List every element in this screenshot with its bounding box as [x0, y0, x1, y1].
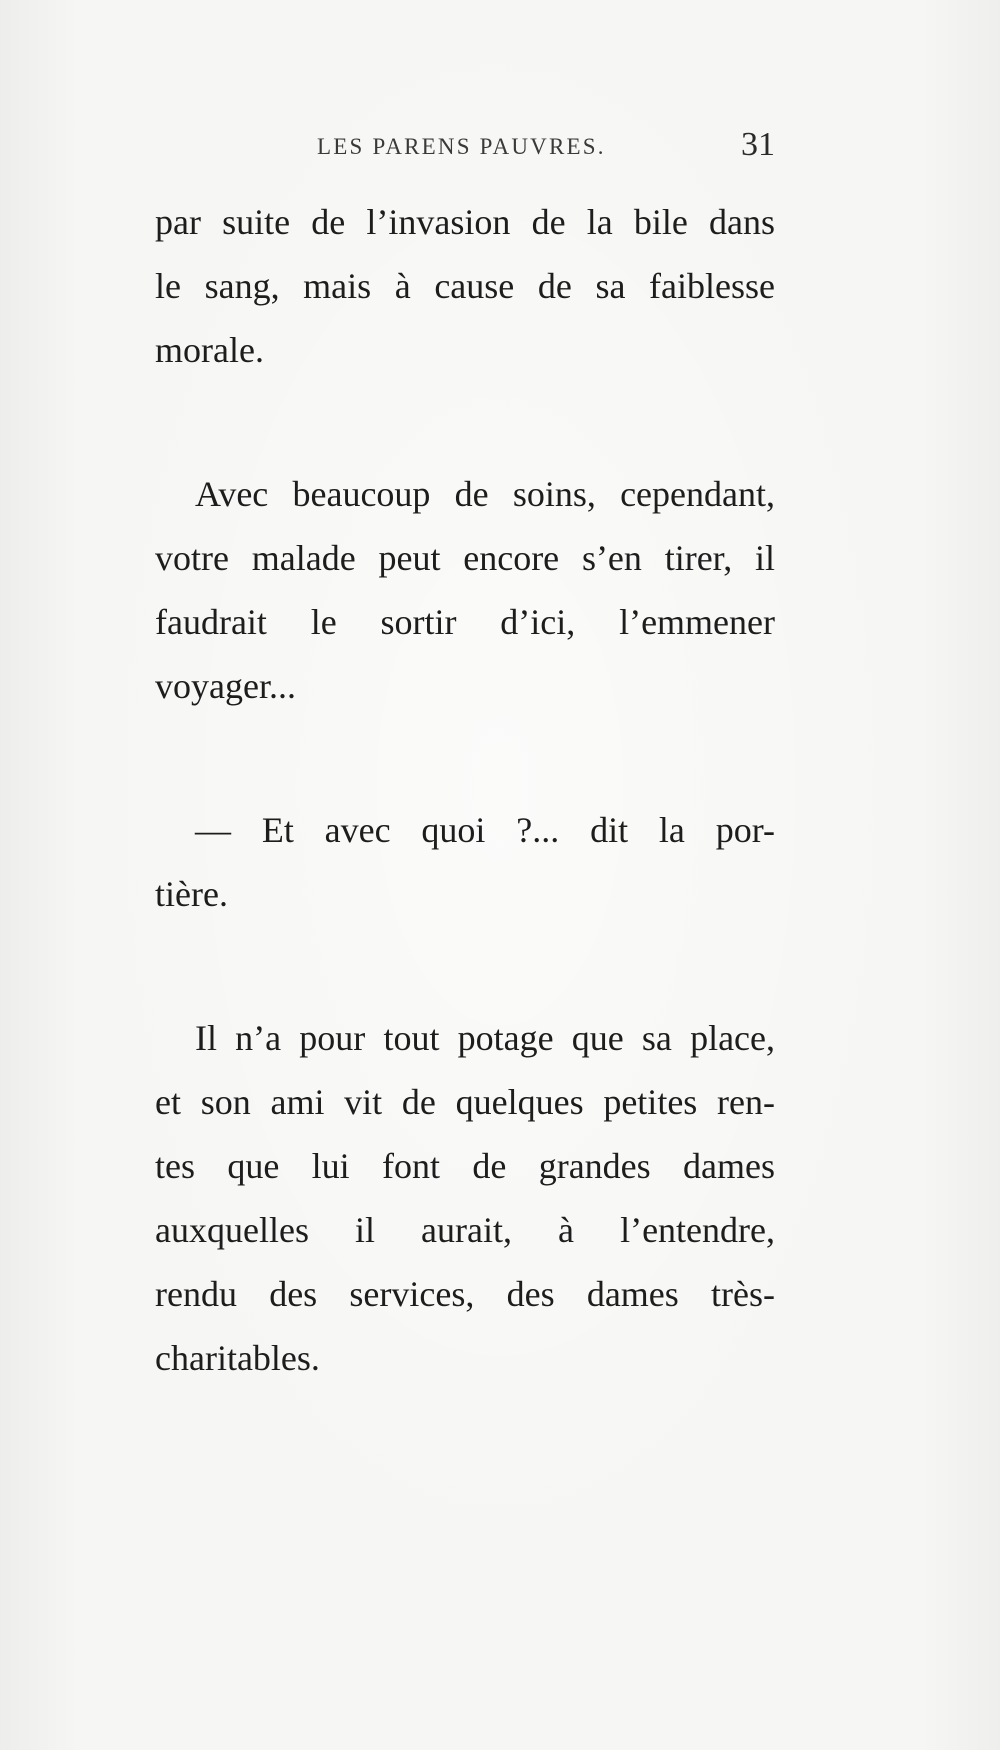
page-number: 31	[741, 126, 775, 163]
text-line: Avec beaucoup de soins, cependant,	[195, 474, 775, 514]
paragraph	[155, 1006, 775, 1390]
running-title: LES PARENS PAUVRES.	[317, 134, 606, 159]
paragraph-spacer	[155, 926, 775, 1006]
text-line: tes que lui font de grandes dames	[155, 1146, 775, 1186]
paragraph	[155, 190, 775, 382]
text-line: morale.	[155, 330, 264, 370]
text-line: voyager...	[155, 666, 296, 706]
text-line: — Et avec quoi ?... dit la por-	[195, 810, 775, 850]
body-text	[155, 190, 775, 1390]
paragraph-spacer	[155, 718, 775, 798]
text-line: le sang, mais à cause de sa faiblesse	[155, 266, 775, 306]
running-head	[155, 126, 775, 172]
text-line: faudrait le sortir d’ici, l’emmener	[155, 602, 775, 642]
text-line: par suite de l’invasion de la bile dans	[155, 202, 775, 242]
paragraph	[155, 462, 775, 718]
text-line: charitables.	[155, 1338, 320, 1378]
text-line: tière.	[155, 874, 228, 914]
paragraph-spacer	[155, 382, 775, 462]
paragraph	[155, 798, 775, 926]
text-line: et son ami vit de quelques petites ren-	[155, 1082, 775, 1122]
text-line: auxquelles il aurait, à l’entendre,	[155, 1210, 775, 1250]
text-line: Il n’a pour tout potage que sa place,	[195, 1018, 775, 1058]
text-line: rendu des services, des dames très-	[155, 1274, 775, 1314]
text-line: votre malade peut encore s’en tirer, il	[155, 538, 775, 578]
